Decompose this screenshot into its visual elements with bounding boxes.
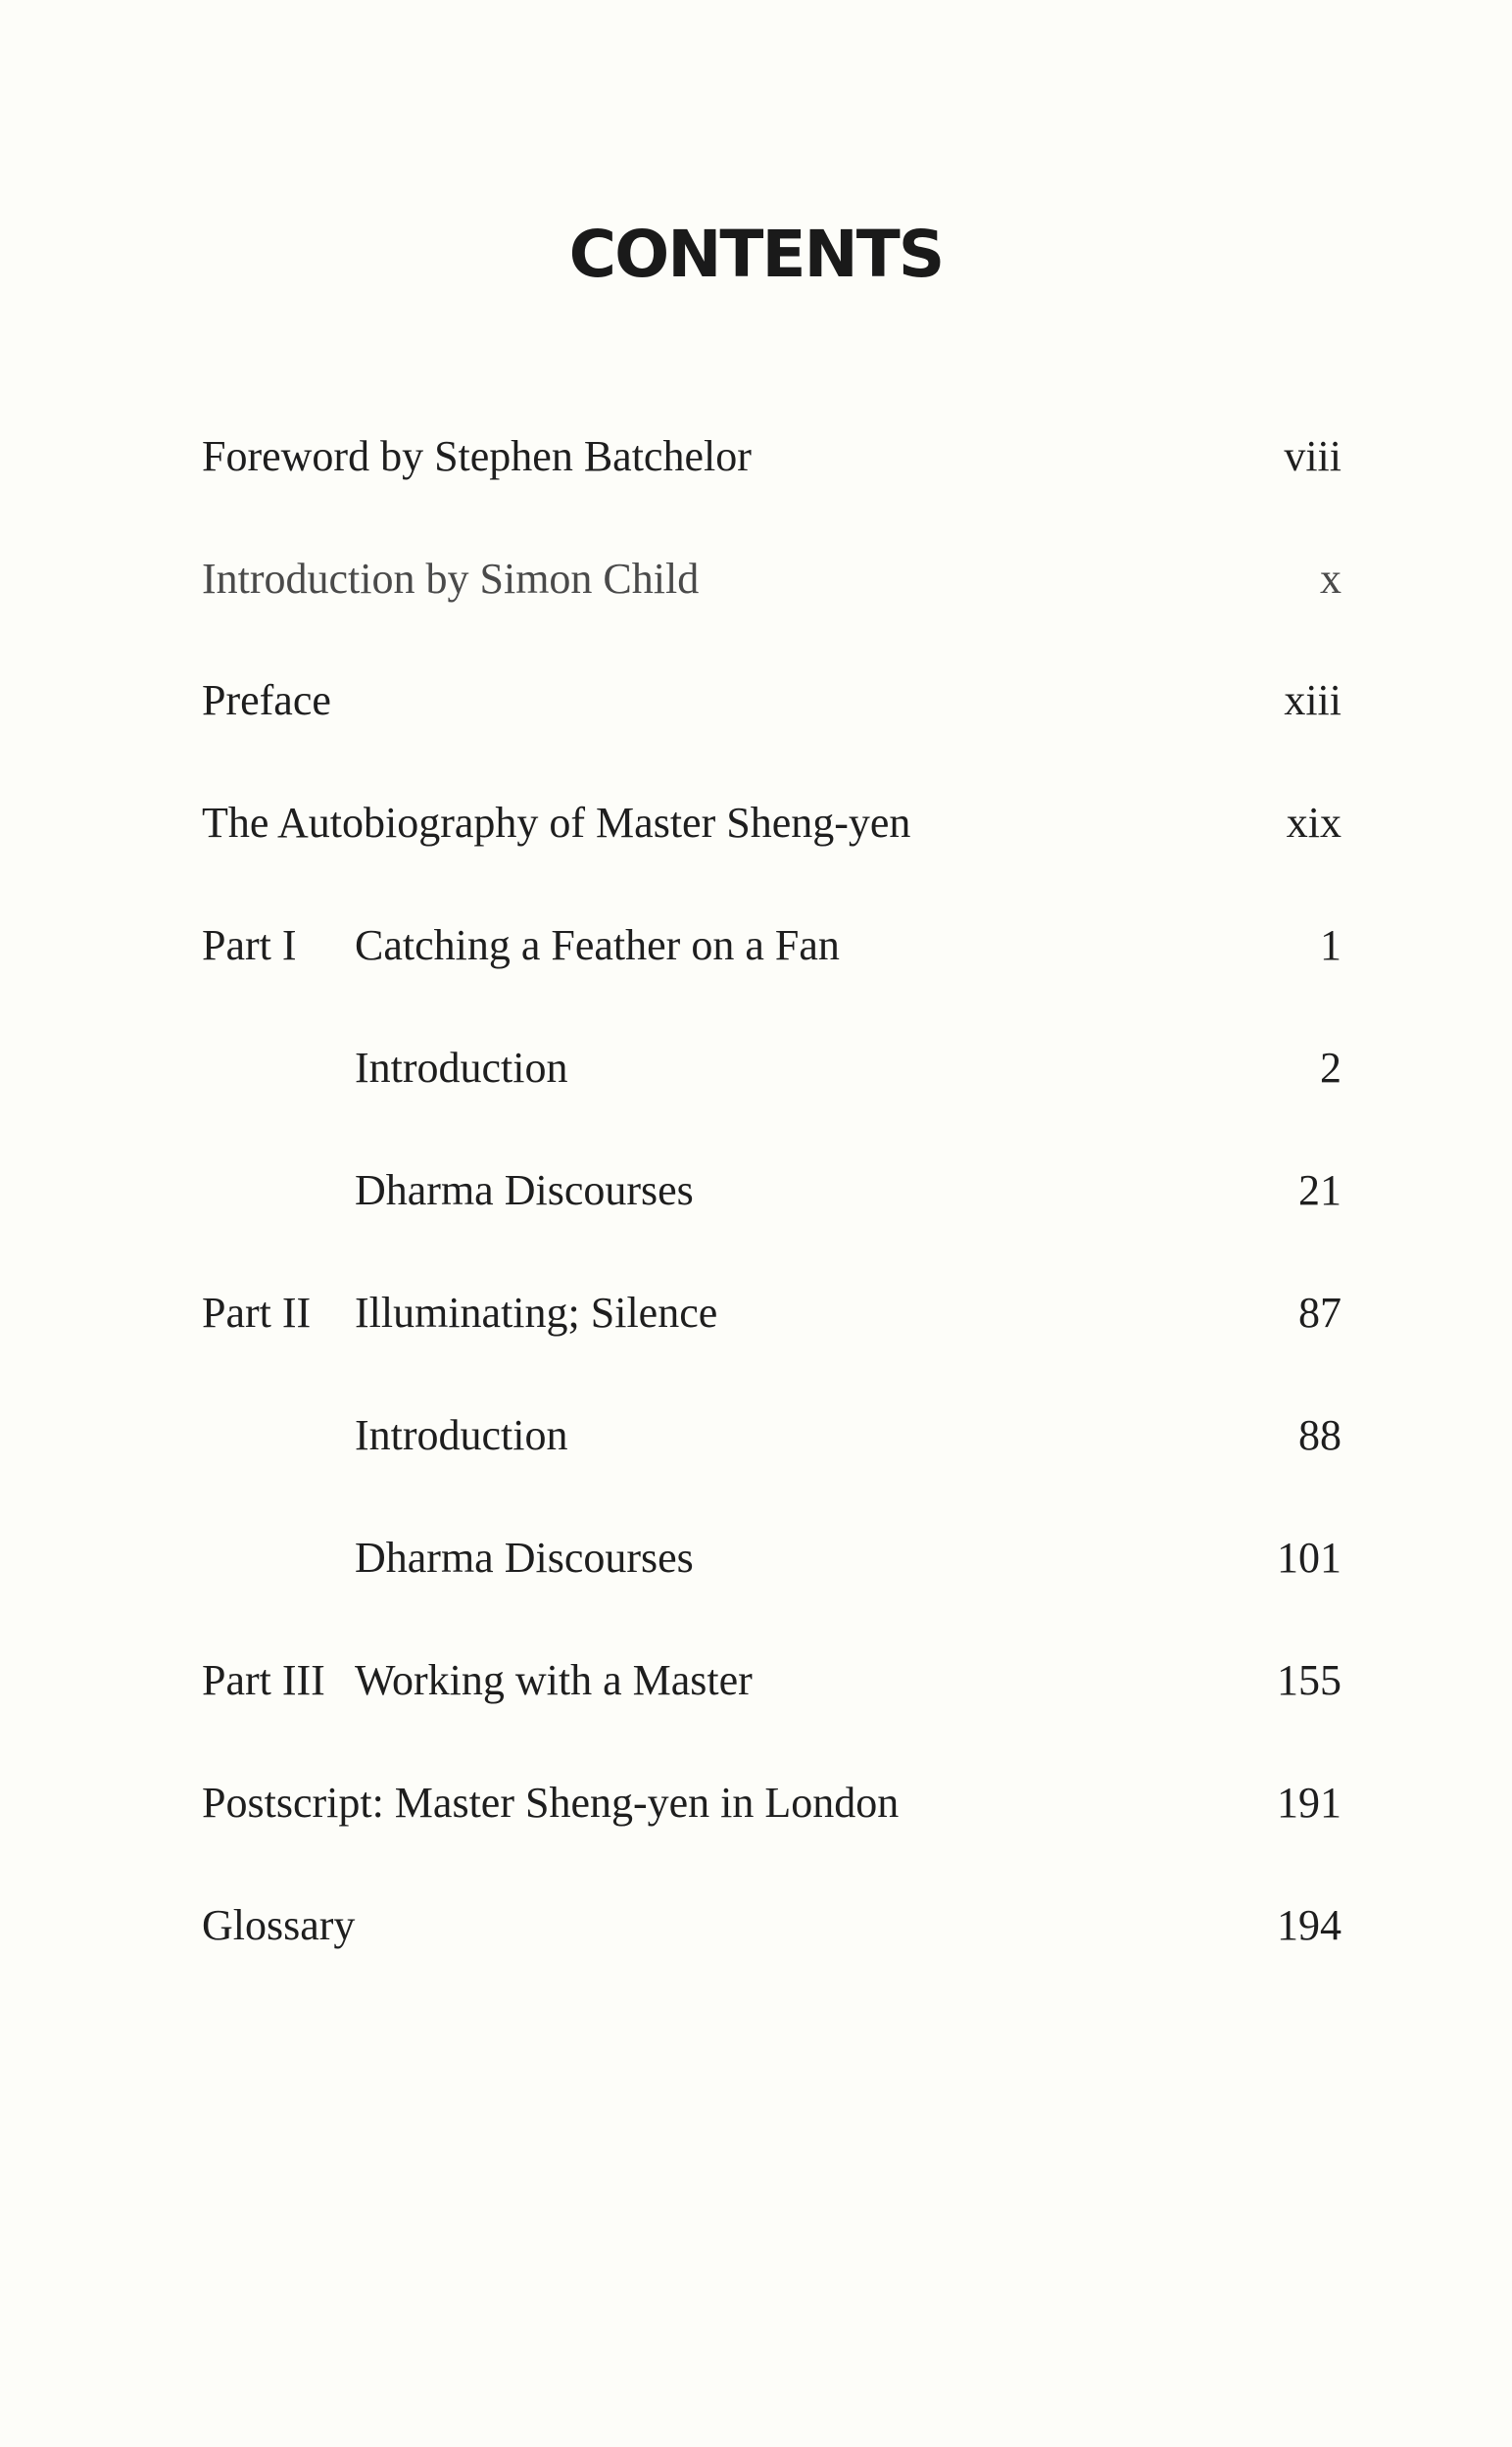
toc-entry-page: xiii [1284, 676, 1341, 724]
toc-entry-page: 88 [1298, 1411, 1341, 1459]
toc-entry-postscript[interactable] [0, 1769, 1512, 1837]
toc-entry-part-2[interactable] [0, 1279, 1512, 1347]
toc-entry-page: xix [1286, 799, 1341, 847]
toc-entry-autobiography[interactable] [0, 789, 1512, 857]
toc-entry-part-3[interactable] [0, 1646, 1512, 1715]
toc-entry-part-2-introduction[interactable] [0, 1401, 1512, 1470]
toc-entry-page: 155 [1277, 1656, 1341, 1704]
toc-entry-title: Working with a Master [355, 1656, 753, 1704]
toc-entry-title: Introduction [355, 1411, 568, 1459]
page-title: CONTENTS [568, 217, 944, 292]
toc-entry-page: x [1320, 555, 1341, 603]
toc-entry-title: Foreword by Stephen Batchelor [202, 432, 752, 480]
toc-entry-title: Dharma Discourses [355, 1166, 694, 1214]
toc-entry-title: Catching a Feather on a Fan [355, 921, 840, 969]
toc-entry-page: 191 [1277, 1779, 1341, 1827]
toc-entry-glossary[interactable] [0, 1891, 1512, 1960]
toc-entry-title: Illuminating; Silence [355, 1289, 718, 1337]
toc-entry-page: 87 [1298, 1289, 1341, 1337]
toc-entry-page: 21 [1298, 1166, 1341, 1214]
toc-entry-introduction-simon-child[interactable] [0, 545, 1512, 613]
toc-entry-title: The Autobiography of Master Sheng-yen [202, 799, 911, 847]
toc-entry-title: Preface [202, 676, 331, 724]
toc-entry-foreword[interactable] [0, 422, 1512, 491]
toc-entry-part-1[interactable] [0, 911, 1512, 980]
toc-entry-part-1-dharma-discourses[interactable] [0, 1156, 1512, 1225]
toc-entry-title: Postscript: Master Sheng-yen in London [202, 1779, 900, 1827]
toc-entry-page: 2 [1320, 1044, 1341, 1092]
toc-entry-part-1-introduction[interactable] [0, 1034, 1512, 1102]
toc-entry-page: 101 [1277, 1534, 1341, 1582]
toc-entry-title: Introduction [355, 1044, 568, 1092]
toc-entry-title: Dharma Discourses [355, 1534, 694, 1582]
toc-part-label: Part III [202, 1656, 325, 1704]
toc-entry-title: Introduction by Simon Child [202, 555, 700, 603]
toc-entry-title: Glossary [202, 1901, 356, 1949]
toc-entry-page: viii [1284, 432, 1341, 480]
toc-entry-part-2-dharma-discourses[interactable] [0, 1524, 1512, 1592]
toc-entry-page: 194 [1277, 1901, 1341, 1949]
toc-entry-preface[interactable] [0, 666, 1512, 735]
toc-part-label: Part II [202, 1289, 312, 1337]
toc-part-label: Part I [202, 921, 297, 969]
toc-entry-page: 1 [1320, 921, 1341, 969]
